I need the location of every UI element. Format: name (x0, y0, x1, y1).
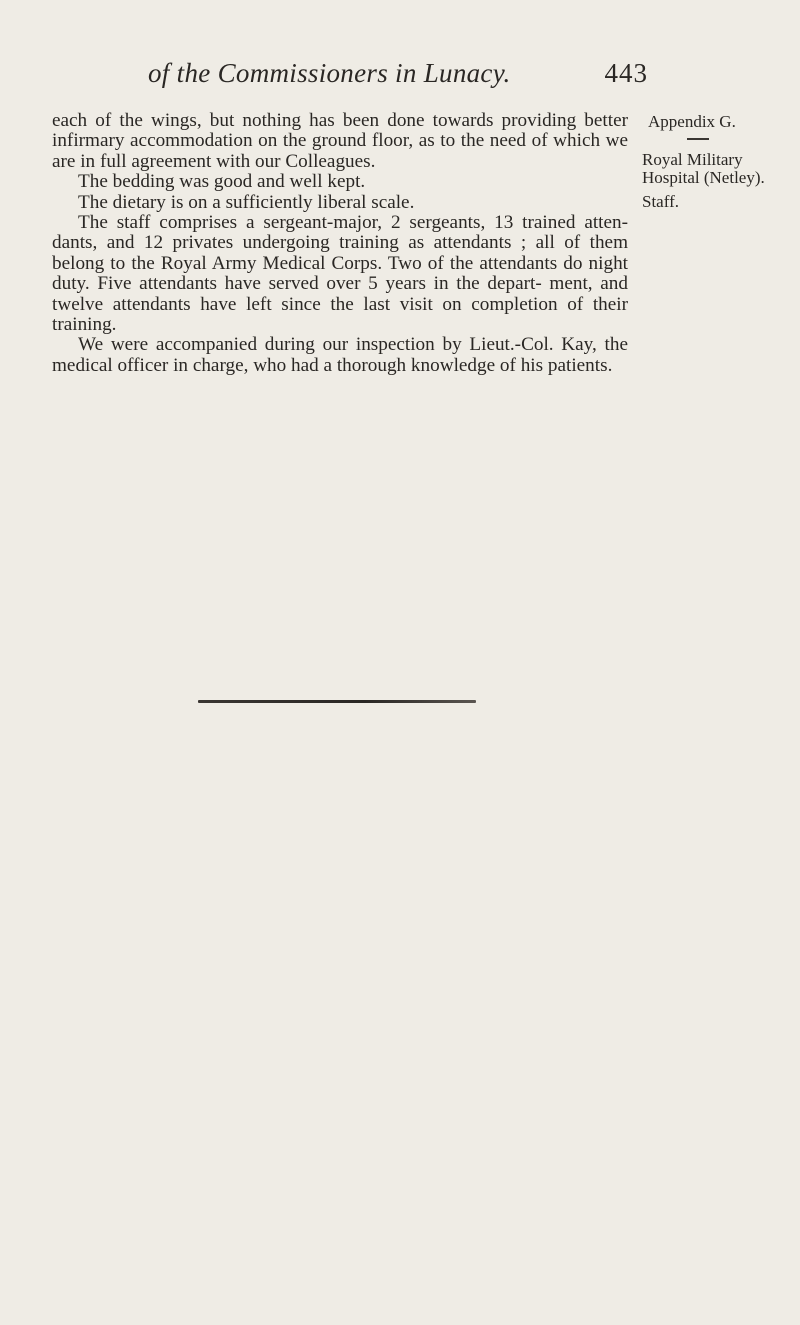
running-title: of the Commissioners in Lunacy. (148, 58, 511, 88)
page-number: 443 (604, 58, 648, 88)
page-header (148, 58, 648, 98)
margin-note-divider (687, 138, 709, 140)
body-text (52, 111, 628, 376)
section-end-rule (198, 700, 476, 703)
paragraph-infirmary: each of the wings, but nothing has been done towards providing better infirmary accommodation on the ground floor, as to the need of which we are in full agreement with our Colleagues. (52, 110, 628, 172)
paragraph-bedding: The bedding was good and well kept. (78, 171, 366, 193)
paragraph-inspection: We were accompanied during our inspection by Lieut.-Col. Kay, the medical officer in charge, who had a thorough knowledge of his patients. (52, 334, 628, 376)
margin-note-staff: Staff. (642, 191, 679, 211)
margin-note-hospital: Royal Military Hospital (Netley). (642, 149, 765, 187)
paragraph-dietary: The dietary is on a sufficiently liberal scale. (78, 191, 415, 213)
paragraph-staff: The staff comprises a sergeant-major, 2 sergeants, 13 trained atten- dants, and 12 privates undergoing training as attendants ; all of them belong to the Royal Army Medical Corps. Two of the attendants do night duty. Five attendants have served over 5 years in the depart- ment, and twelve attendants have left since the last visit on completion of their training. (52, 212, 628, 336)
margin-notes (642, 113, 792, 211)
margin-note-appendix: Appendix G. (648, 112, 736, 131)
